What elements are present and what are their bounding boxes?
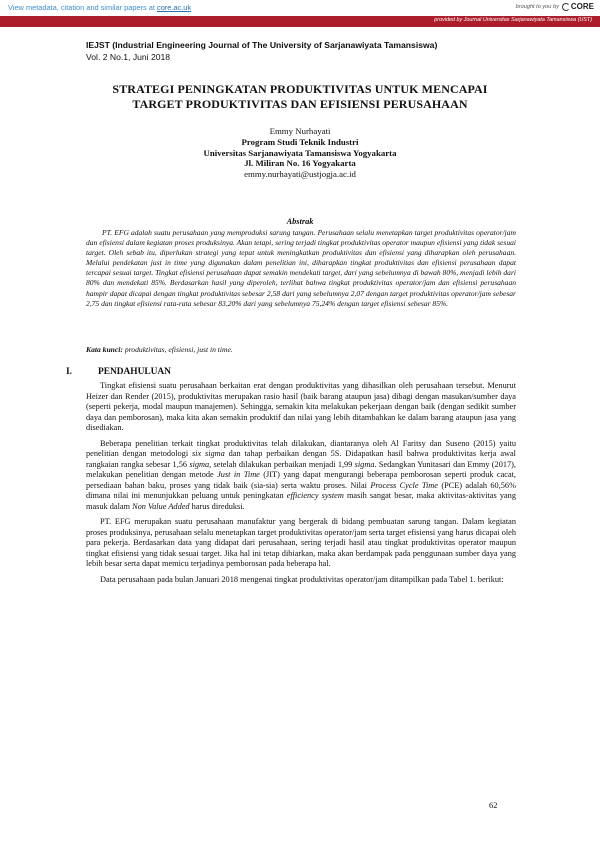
author-program: Program Studi Teknik Industri xyxy=(241,136,359,147)
paragraph xyxy=(86,439,516,513)
text-run: , setelah dilakukan perbaikan menjadi 1,99 xyxy=(209,459,355,469)
abstract-heading: Abstrak xyxy=(286,217,314,226)
italic-term: six sigma xyxy=(191,449,225,458)
core-link[interactable]: core.ac.uk xyxy=(157,3,192,12)
core-logo[interactable] xyxy=(562,2,594,11)
core-banner xyxy=(0,0,600,16)
author-block xyxy=(80,126,520,180)
text-run: Beberapa penelitian terkait tingkat produktivitas telah dilakukan, diantaranya oleh Al Faritsy dan Suseno (2015) yaitu penelitian dengan metodologi xyxy=(86,438,516,458)
keywords-value: produktivitas, efisiensi, just in time. xyxy=(124,345,233,354)
page-number: 62 xyxy=(489,801,498,810)
title-line: STRATEGI PENINGKATAN PRODUKTIVITAS UNTUK MENCAPAI xyxy=(112,82,488,96)
author-name: Emmy Nurhayati xyxy=(269,126,331,136)
text-run: masih sangat besar, maka aktivitas-aktivitas yang masuk dalam xyxy=(86,491,516,511)
keywords-label: Kata kunci: xyxy=(86,345,123,354)
journal-name: IEJST (Industrial Engineering Journal of The University of Sarjanawiyata Tamansiswa) xyxy=(86,40,438,50)
core-metadata-text: View metadata, citation and similar papers at xyxy=(8,3,157,12)
section-number: I. xyxy=(66,367,72,377)
core-provider-bar[interactable] xyxy=(0,16,600,27)
text-run: (JIT) yang dapat mengurangi beberapa pemborosan seperti produk cacat, persediaan bahan baku, proses yang tidak baik (sia-sia) serta waktu proses. Nilai xyxy=(86,470,517,490)
author-address: Jl. Miliran No. 16 Yogyakarta xyxy=(244,158,356,169)
text-run: . Sedangkan Yunitasari dan Emmy (2017), melakukan penelitian dengan metode xyxy=(86,459,516,479)
brought-by-text: brought to you by xyxy=(515,3,559,10)
section-heading xyxy=(66,367,171,377)
text-run: harus direduksi. xyxy=(189,501,245,511)
journal-issue: Vol. 2 No.1, Juni 2018 xyxy=(86,52,171,63)
keywords xyxy=(86,345,516,354)
body-text xyxy=(86,381,516,590)
core-brand[interactable] xyxy=(516,2,594,11)
author-university: Universitas Sarjanawiyata Tamansiswa Yogyakarta xyxy=(203,147,397,158)
italic-term: sigma xyxy=(354,459,375,469)
paper-title xyxy=(80,82,520,111)
text-run: dan tahap perbaikan dengan 5S. Didapatkan hasil bahwa produktivitas kerja awal rangkaian rangka sebesar 1,56 xyxy=(86,449,516,469)
provider-text: provided by Journal Universitas Sarjanawiyata Tamansiswa (UST) xyxy=(434,17,592,23)
core-metadata-note[interactable] xyxy=(8,3,191,12)
title-line: TARGET PRODUKTIVITAS DAN EFISIENSI PERUSAHAAN xyxy=(132,96,468,111)
italic-term: efficiency system xyxy=(286,491,344,500)
paragraph: PT. EFG merupakan suatu perusahaan manufaktur yang bergerak di bidang pembuatan sarung tangan. Dalam kegiatan proses produksinya, perusahaan selalu menetapkan target produktivitas operator/jam serta target efisiensi yang harus dicapai oleh para pekerja. Berdasarkan data yang didapat dari perusahaan, sering terjadi hasil atau tingkat produktivitas operator maupun tingkat efisiensi yang tidak sesuai target. Jika hal ini tetap dibiarkan, maka akan berdampak pada penggunaan sumber daya yang lebih besar serta dapat memicu terjadinya pemborosan pada beberapa hal. xyxy=(86,517,516,568)
italic-term: sigma xyxy=(189,459,210,469)
italic-term: Non Value Added xyxy=(132,501,190,511)
core-c-icon xyxy=(562,3,570,11)
italic-term: Just in Time xyxy=(217,470,260,479)
section-title: PENDAHULUAN xyxy=(98,367,171,377)
author-email: emmy.nurhayati@ustjogja.ac.id xyxy=(244,169,356,180)
paragraph: Tingkat efisiensi suatu perusahaan berkaitan erat dengan produktivitas yang dihasilkan oleh perusahaan tersebut. Menurut Heizer dan Render (2015), produktivitas merupakan rasio hasil (baik barang ataupun jasa) dibagi dengan masukan/sumber daya (seperti pekerja, modal maupun manajemen). Sehingga, semakin kita melakukan pekerjaan dengan baik (dengan sedikit sumber daya dan pemborosan), maka kita akan semakin produktif dan nilai yang lebih ditambahkan ke dalam barang ataupun jasa yang disediakan. xyxy=(86,381,516,432)
abstract-text: PT. EFG adalah suatu perusahaan yang memproduksi sarung tangan. Perusahaan selalu menetapkan target produktivitas operator/jam dan efisiensi dalam kegiatan proses produksinya. Akan tetapi, sering terjadi tingkat produktivitas operator maupun efisiensi yang tidak sesuai target. Oleh sebab itu, diperlukan strategi yang tepat untuk meningkatkan produktivitas dan efisiensi yang diharapkan oleh perusahaan. Melalui pendekatan just in time yang digunakan dalam penelitian ini, diharapkan tingkat produktivitas dan efisiensi perusahaan dapat tercapai sesuai target. Tingkat efisiensi perusahaan dapat semakin mendekati target, dari yang sebelumnya di bawah 80%, menjadi lebih dari 80% dan mendekati 85%. Berdasarkan hasil yang diperoleh, terlihat bahwa tingkat produktivitas operator/jam dan efisiensi perusahaan hampir dapat dicapai dengan tingkat produktivitas sebesar 2,58 dari yang sebelumnya 2,07 dengan target produktivitas operator/jam sebesar 2,75 dan tingkat efisiensi rata-rata sebesar 83,20% dari yang sebelumnya 75,24% dengan target efisiensi sebesar 85%. xyxy=(86,228,516,308)
journal-header xyxy=(86,39,437,63)
core-logo-text: CORE xyxy=(570,2,594,11)
paragraph: Data perusahaan pada bulan Januari 2018 mengenai tingkat produktivitas operator/jam ditampilkan pada Tabel 1. berikut: xyxy=(100,574,504,584)
italic-term: Process Cycle Time xyxy=(370,480,438,490)
text-run: (PCE) adalah 60,56% dimana nilai ini menunjukkan peluang untuk peningkatan xyxy=(86,480,516,500)
